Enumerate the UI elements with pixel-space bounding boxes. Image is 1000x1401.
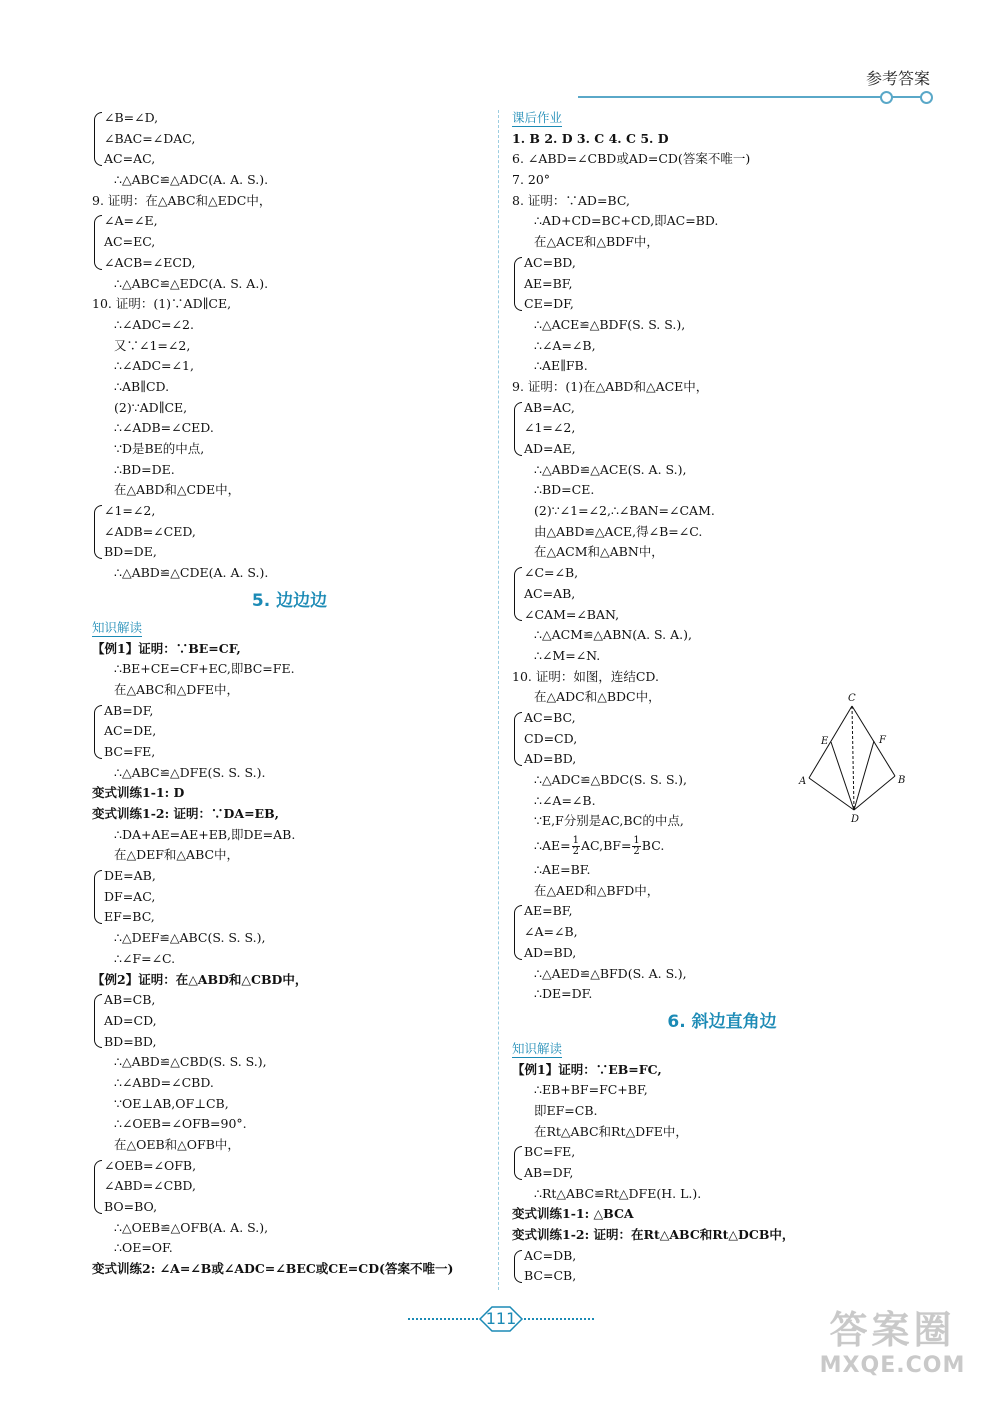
text-line: 【例2】证明：在△ABD和△CBD中， bbox=[92, 971, 308, 987]
text-line: ∴AD+CD=BC+CD,即AC=BD. bbox=[534, 213, 719, 229]
subsection-label: 知识解读 bbox=[512, 1040, 563, 1056]
text-line: ∵E,F分别是AC,BC的中点, bbox=[534, 813, 684, 829]
text-line: AC=BD, bbox=[524, 254, 576, 270]
text-line: 9. 证明：在△ABC和△EDC中， bbox=[92, 192, 272, 208]
text-line: 10. 证明：(1)∵AD∥CE, bbox=[92, 296, 232, 312]
text-line: ∴△ABD≌△CDE(A. A. S.). bbox=[114, 565, 269, 581]
text-line: ∴DA+AE=AE+EB,即DE=AB. bbox=[114, 826, 296, 842]
text-line: AC=EC, bbox=[104, 234, 156, 250]
text-line: BC=FE, bbox=[524, 1144, 576, 1160]
text-line: AC=DB, bbox=[524, 1247, 577, 1263]
text-line: 变式训练1-2: 证明：在Rt△ABC和Rt△DCB中， bbox=[512, 1227, 795, 1243]
text-line: 由△ABD≌△ACE,得∠B=∠C. bbox=[534, 523, 703, 539]
text-line: EF=BC, bbox=[104, 909, 155, 925]
text-line: ∴△ABD≌△ACE(S. A. S.), bbox=[534, 461, 687, 477]
subsection-label: 知识解读 bbox=[92, 619, 143, 635]
text-line: ∴BD=CE. bbox=[534, 482, 595, 498]
text-line: 【例1】证明：∵EB=FC, bbox=[512, 1061, 662, 1077]
text-line: 【例1】证明：∵BE=CF, bbox=[92, 640, 241, 656]
condition-brace bbox=[92, 1156, 487, 1218]
text-line: ∴△DEF≌△ABC(S. S. S.), bbox=[114, 930, 266, 946]
text-line: ∴△ABC≌△DFE(S. S. S.). bbox=[114, 764, 266, 780]
text-line: AE=BF, bbox=[524, 903, 573, 919]
text-line: AD=BD, bbox=[524, 944, 577, 960]
text-line: 变式训练2: ∠A=∠B或∠ADC=∠BEC或CE=CD(答案不唯一) bbox=[92, 1261, 454, 1277]
text-line: 在△ABC和△DFE中， bbox=[114, 681, 240, 697]
condition-brace bbox=[92, 990, 487, 1052]
text-line: 在△ADC和△BDC中， bbox=[534, 689, 661, 705]
text-line: 6. ∠ABD=∠CBD或AD=CD(答案不唯一) bbox=[512, 151, 751, 167]
text-line: 7. 20° bbox=[512, 172, 551, 188]
header-dot bbox=[920, 91, 933, 104]
segment-ed bbox=[831, 742, 854, 810]
text-line: AC=DE, bbox=[104, 723, 157, 739]
text-line: ∠C=∠B, bbox=[524, 565, 579, 581]
section-title: 5. 边边边 bbox=[251, 590, 328, 611]
fraction: $\frac{1}{2}$ bbox=[633, 835, 640, 858]
text-line: ∴AE∥FB. bbox=[534, 358, 588, 374]
condition-brace bbox=[512, 1246, 932, 1287]
text-line: ∵D是BE的中点, bbox=[114, 441, 205, 456]
text-line: CD=CD, bbox=[524, 730, 578, 746]
fraction: $\frac{1}{2}$ bbox=[572, 835, 579, 858]
text-line: 又∵∠1=∠2, bbox=[114, 337, 191, 353]
text-line: 在△OEB和△OFB中， bbox=[114, 1137, 240, 1152]
condition-brace bbox=[512, 563, 932, 625]
text-line: AC=AB, bbox=[524, 585, 576, 601]
page-number-dots bbox=[524, 1318, 594, 1320]
text-line: ∴AB∥CD. bbox=[114, 378, 170, 394]
text-line: ∴∠F=∠C. bbox=[114, 950, 176, 966]
point-label-b: B bbox=[898, 775, 906, 786]
text-line: ∠1=∠2, bbox=[104, 503, 156, 519]
text-line: ∴△ACE≌△BDF(S. S. S.), bbox=[534, 316, 686, 332]
text-line: ∴△ABC≌△EDC(A. S. A.). bbox=[114, 275, 269, 291]
condition-brace bbox=[92, 211, 487, 273]
point-label-e: E bbox=[821, 736, 829, 747]
left-column bbox=[92, 108, 487, 1280]
text-line: CE=DF, bbox=[524, 296, 574, 312]
text-line: ∴∠ADC=∠2. bbox=[114, 316, 194, 332]
text-line: BD=BD, bbox=[104, 1033, 157, 1049]
text-line: ∴△AED≌△BFD(S. A. S.), bbox=[534, 965, 687, 981]
text-line: BO=BO, bbox=[104, 1199, 158, 1215]
condition-brace bbox=[512, 1142, 932, 1183]
text-line: 8. 证明：∵AD=BC, bbox=[512, 192, 630, 208]
text-line: ∴BD=DE. bbox=[114, 461, 175, 477]
text-line: ∴DE=DF. bbox=[534, 986, 593, 1002]
point-label-c: C bbox=[848, 693, 856, 704]
condition-brace bbox=[92, 501, 487, 563]
text-line: (2)∵AD∥CE, bbox=[114, 399, 188, 415]
text-line: 在Rt△ABC和Rt△DFE中， bbox=[534, 1123, 688, 1139]
text-line: ∴∠ABD=∠CBD. bbox=[114, 1074, 214, 1090]
condition-brace bbox=[512, 253, 932, 315]
point-label-d: D bbox=[851, 814, 860, 825]
condition-brace bbox=[92, 866, 487, 928]
watermark: 答案圈 MXQE.COM bbox=[819, 1308, 966, 1378]
text-line: ∴∠OEB=∠OFB=90°. bbox=[114, 1116, 247, 1132]
text-line: ∠ABD=∠CBD, bbox=[104, 1178, 196, 1194]
text-line: 变式训练1-2: 证明：∵DA=EB, bbox=[92, 806, 280, 821]
text-line: ∠A=∠E, bbox=[104, 213, 158, 229]
text-line: ∴EB+BF=FC+BF, bbox=[534, 1082, 648, 1098]
condition-brace bbox=[92, 701, 487, 763]
text-line: ∴∠A=∠B, bbox=[534, 337, 596, 353]
condition-brace bbox=[512, 398, 932, 460]
text-line: 在△ABD和△CDE中， bbox=[114, 482, 241, 498]
text-line: AB=AC, bbox=[524, 399, 575, 415]
text-line: ∴∠ADB=∠CED. bbox=[114, 420, 214, 436]
text-line: AC=BC, bbox=[524, 709, 576, 725]
text-line: ∠1=∠2, bbox=[524, 420, 576, 436]
text-line: AD=CD, bbox=[104, 1012, 157, 1028]
text-line: 9. 证明：(1)在△ABD和△ACE中， bbox=[512, 378, 709, 394]
text-line: DE=AB, bbox=[104, 868, 156, 884]
header-title: 参考答案 bbox=[865, 69, 930, 88]
segment-cd-dashed bbox=[852, 706, 854, 810]
text-line: AE=BF, bbox=[524, 275, 573, 291]
text-line: ∠ACB=∠ECD, bbox=[104, 254, 196, 270]
text-line: (2)∵∠1=∠2,∴∠BAN=∠CAM. bbox=[534, 503, 715, 519]
text-line: 1. B 2. D 3. C 4. C 5. D bbox=[512, 130, 669, 146]
text-line: AB=DF, bbox=[524, 1165, 574, 1180]
text-line: ∴△ADC≌△BDC(S. S. S.), bbox=[534, 772, 687, 787]
section-title: 6. 斜边直角边 bbox=[667, 1011, 777, 1032]
text-line: ∠OEB=∠OFB, bbox=[104, 1157, 197, 1173]
text-line: ∠B=∠D, bbox=[104, 110, 159, 125]
text-line: AD=AE, bbox=[524, 441, 576, 456]
segment-fd bbox=[854, 741, 874, 810]
text-line: ∴△ACM≌△ABN(A. S. A.), bbox=[534, 627, 692, 643]
text-line: ∠A=∠B, bbox=[524, 924, 578, 940]
text-line: 在△AED和△BFD中， bbox=[534, 882, 660, 898]
text-line: BC=FE, bbox=[104, 743, 156, 759]
text-line: ∴∠M=∠N. bbox=[534, 647, 601, 663]
segment-ca bbox=[809, 706, 852, 778]
header-rule bbox=[578, 96, 928, 98]
text-line: ∴OE=OF. bbox=[114, 1240, 173, 1256]
point-label-f: F bbox=[879, 735, 886, 746]
text-line: ∴∠A=∠B. bbox=[534, 792, 596, 808]
text-line: ∠ADB=∠CED, bbox=[104, 523, 196, 539]
text-line: 变式训练1-1: D bbox=[92, 785, 185, 801]
text-line: 在△ACE和△BDF中， bbox=[534, 234, 659, 250]
text-line: 在△ACM和△ABN中， bbox=[534, 544, 664, 560]
text-line: ∵OE⊥AB,OF⊥CB, bbox=[114, 1095, 229, 1111]
segment-ad bbox=[809, 778, 854, 810]
page-number-dots bbox=[408, 1318, 478, 1320]
text-line: 在△DEF和△ABC中， bbox=[114, 847, 240, 863]
text-line: ∠CAM=∠BAN, bbox=[524, 606, 620, 622]
text-line: AC=AC, bbox=[104, 151, 156, 167]
text-line: 10. 证明：如图，连结CD. bbox=[512, 668, 659, 684]
text-line: ∴∠ADC=∠1, bbox=[114, 358, 194, 374]
point-label-a: A bbox=[799, 776, 807, 787]
text-line: ∴△ABD≌△CBD(S. S. S.), bbox=[114, 1054, 267, 1070]
text-line: BD=DE, bbox=[104, 544, 157, 560]
condition-brace bbox=[92, 108, 487, 170]
text-line: DF=AC, bbox=[104, 888, 156, 904]
text-line: ∴AE=BF. bbox=[534, 862, 591, 878]
text-line: ∴△OEB≌△OFB(A. A. S.), bbox=[114, 1219, 269, 1235]
segment-bd bbox=[854, 776, 895, 810]
text-line: BC=CB, bbox=[524, 1268, 577, 1284]
text-line: AB=CB, bbox=[104, 992, 156, 1008]
page-number: 111 bbox=[485, 1309, 517, 1328]
text-line: ∴BE+CE=CF+EC,即BC=FE. bbox=[114, 661, 295, 677]
geometry-diagram bbox=[795, 688, 915, 828]
column-divider bbox=[498, 110, 499, 1290]
text-line: ∴△ABC≌△ADC(A. A. S.). bbox=[114, 172, 269, 188]
text-line: ∴AE= $\frac{1}{2}$ AC,BF= $\frac{1}{2}$ BC. bbox=[534, 835, 665, 858]
text-line: 即EF=CB. bbox=[534, 1102, 598, 1118]
text-line: AD=BD, bbox=[524, 751, 577, 767]
subsection-label: 课后作业 bbox=[512, 110, 563, 125]
text-line: 变式训练1-1: △BCA bbox=[512, 1206, 634, 1222]
text-line: ∴Rt△ABC≌Rt△DFE(H. L.). bbox=[534, 1185, 702, 1201]
text-line: ∠BAC=∠DAC, bbox=[104, 130, 196, 146]
header-dot bbox=[880, 91, 893, 104]
text-line: AB=DF, bbox=[104, 702, 154, 718]
condition-brace bbox=[512, 901, 932, 963]
